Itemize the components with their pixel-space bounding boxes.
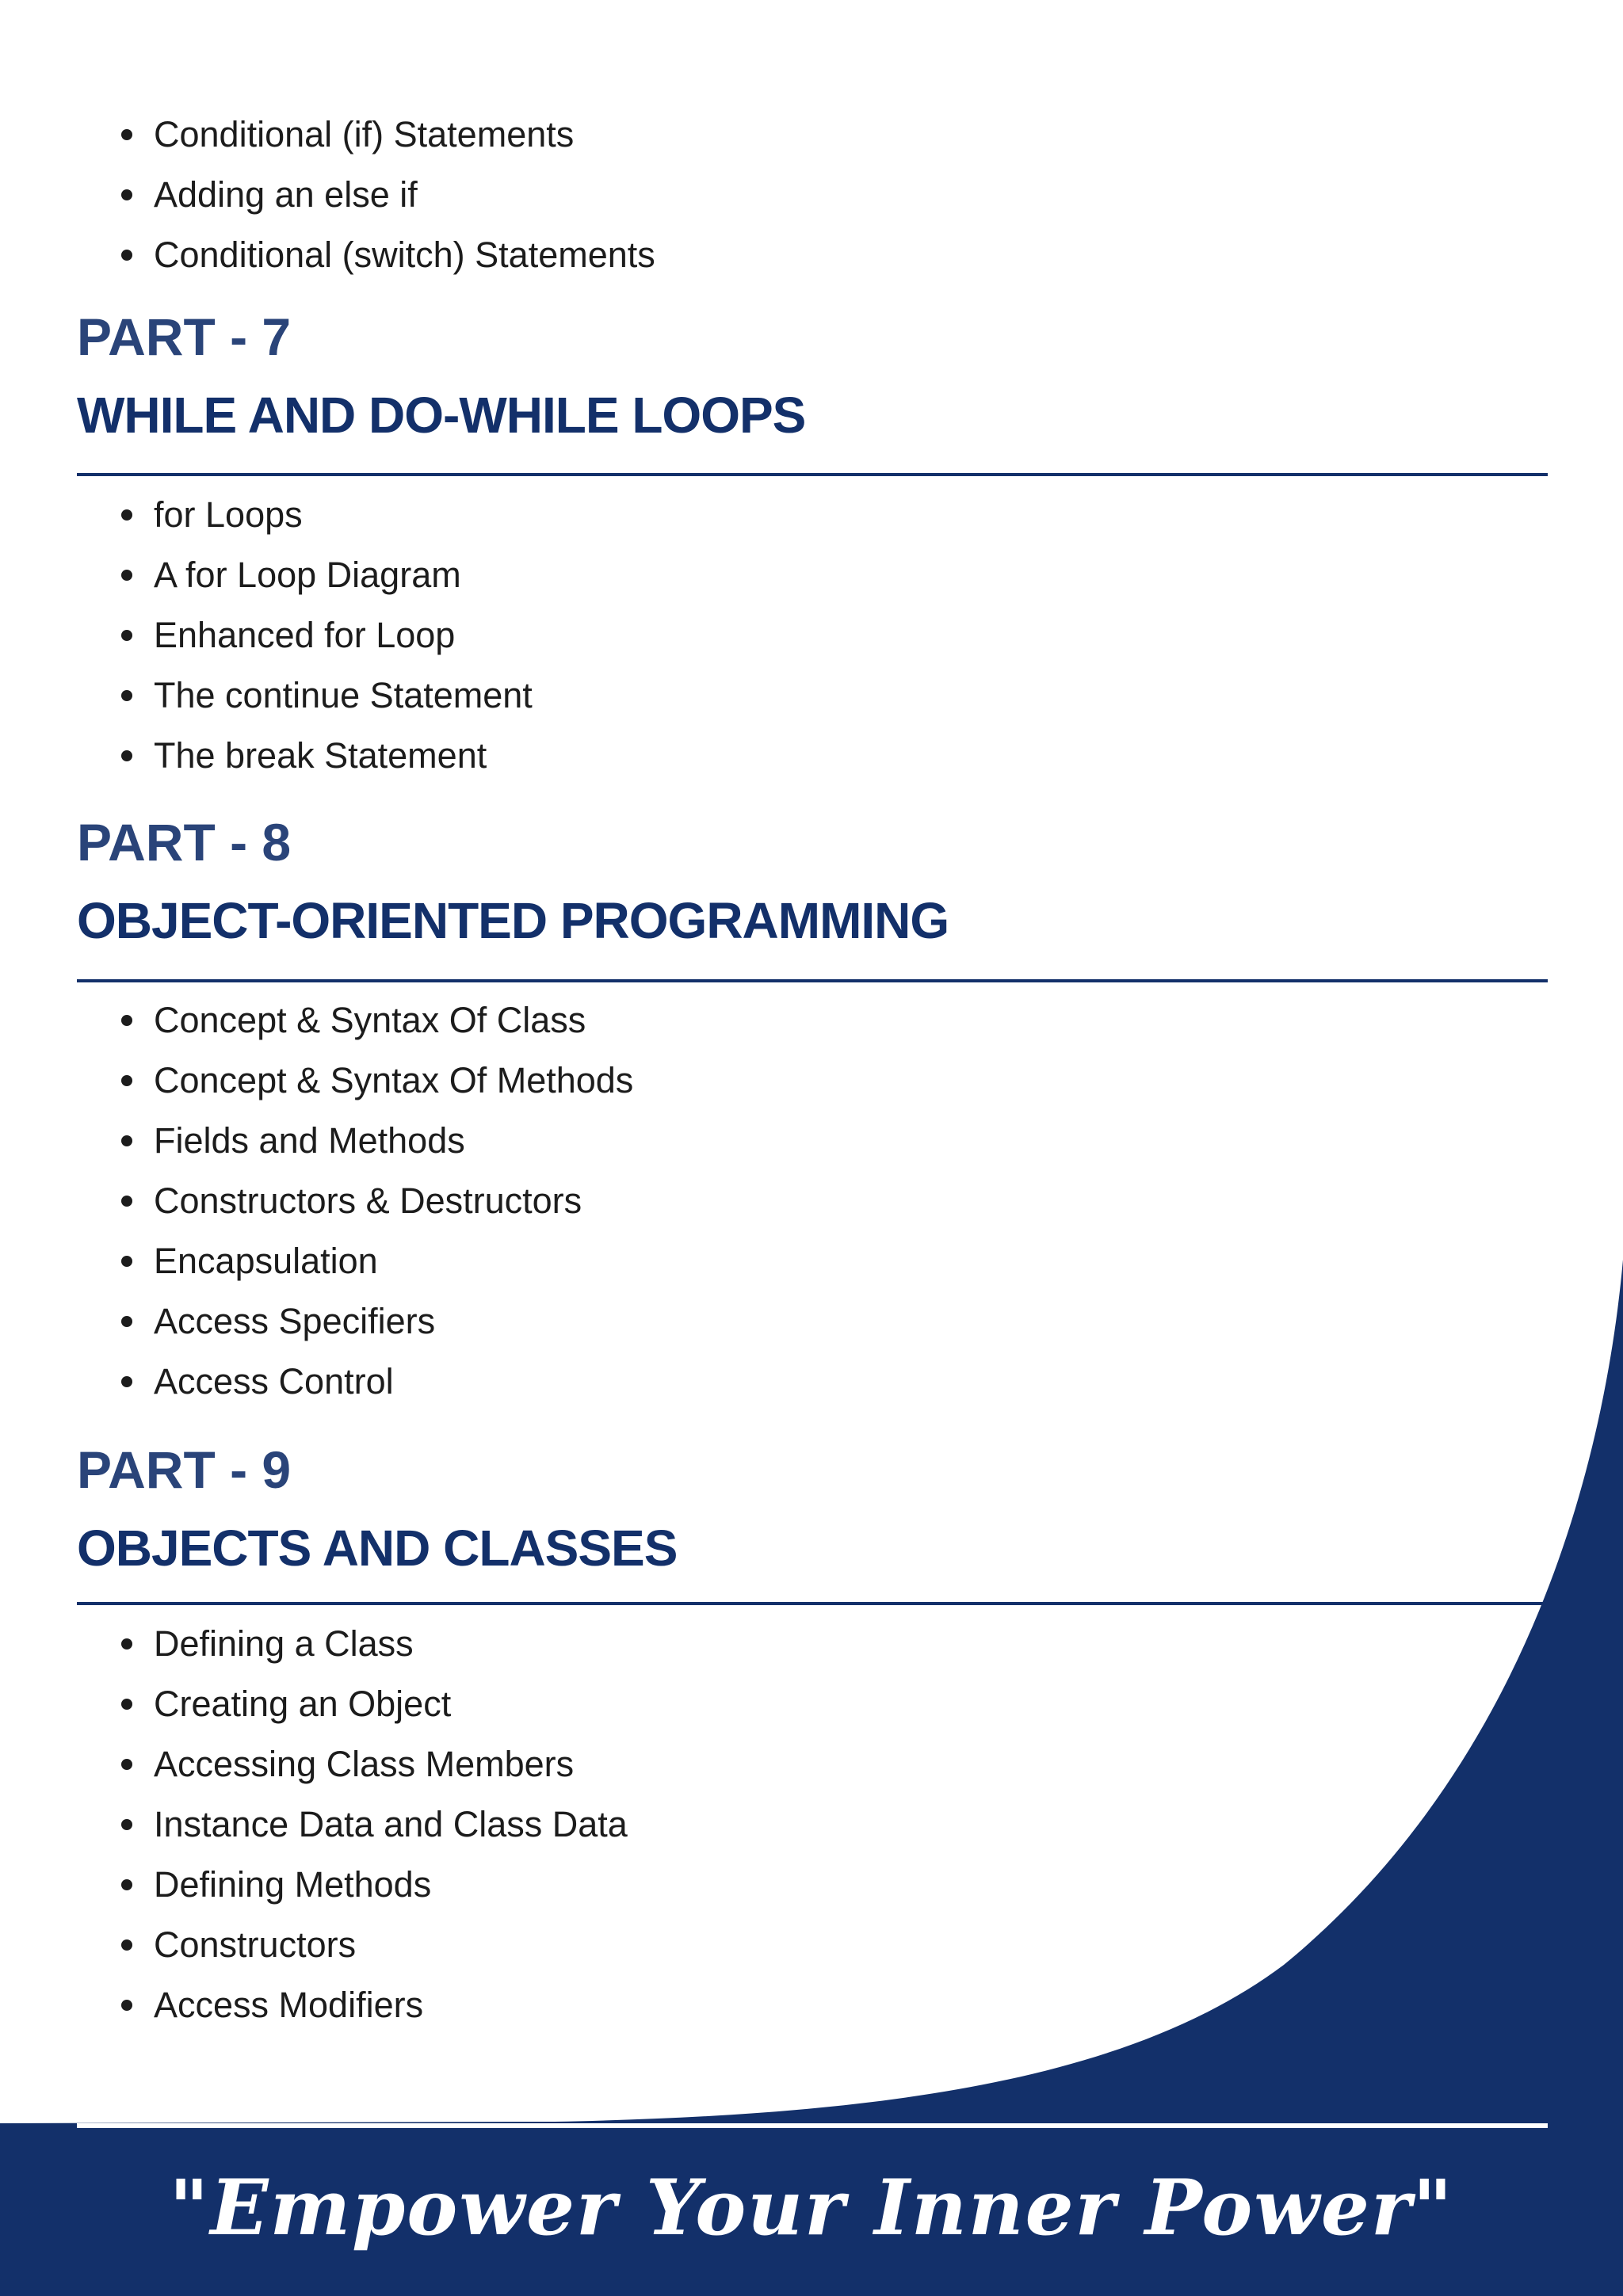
list-item [119, 1855, 628, 1915]
list-item [119, 1171, 633, 1231]
intro-bullet-list [119, 105, 655, 285]
bullet-icon [121, 1879, 132, 1890]
list-item [119, 165, 655, 225]
list-item-text: Enhanced for Loop [154, 615, 456, 655]
list-item-text: Constructors & Destructors [154, 1180, 582, 1221]
list-item [119, 990, 633, 1051]
part-9-label: PART - 9 [77, 1440, 292, 1499]
list-item-text: Defining Methods [154, 1864, 432, 1905]
list-item-text: Creating an Object [154, 1684, 452, 1724]
list-item [119, 225, 655, 285]
list-item [119, 605, 533, 666]
list-item-text: Concept & Syntax Of Methods [154, 1060, 634, 1100]
list-item-text: The break Statement [154, 735, 487, 776]
bullet-icon [121, 129, 132, 140]
list-item-text: Conditional (switch) Statements [154, 235, 655, 275]
bullet-icon [121, 1316, 132, 1327]
part-7-topic-list [119, 485, 533, 786]
list-item [119, 726, 533, 786]
list-item [119, 1975, 628, 2035]
bullet-icon [121, 1699, 132, 1710]
list-item-text: Defining a Class [154, 1623, 414, 1664]
list-item [119, 485, 533, 545]
footer-divider [77, 2123, 1548, 2128]
bullet-icon [121, 2000, 132, 2011]
part-8-topic-list [119, 990, 633, 1412]
bullet-icon [121, 1015, 132, 1026]
list-item [119, 1231, 633, 1291]
list-item-text: Encapsulation [154, 1241, 378, 1281]
bullet-icon [121, 690, 132, 701]
bullet-icon [121, 1819, 132, 1830]
bullet-icon [121, 1638, 132, 1650]
list-item [119, 105, 655, 165]
list-item-text: The continue Statement [154, 675, 533, 715]
list-item [119, 1915, 628, 1975]
part-8-label: PART - 8 [77, 813, 292, 871]
footer-tagline: "Empower Your Inner Power" [169, 2163, 1454, 2252]
bullet-icon [121, 1075, 132, 1086]
list-item-text: for Loops [154, 494, 303, 535]
list-item-text: A for Loop Diagram [154, 555, 461, 595]
list-item-text: Access Control [154, 1361, 394, 1402]
list-item [119, 1614, 628, 1674]
bullet-icon [121, 250, 132, 261]
part-7-divider [77, 473, 1548, 476]
part-7-label: PART - 7 [77, 307, 292, 366]
list-item-text: Constructors [154, 1924, 357, 1965]
list-item [119, 545, 533, 605]
bullet-icon [121, 1759, 132, 1770]
part-7-title: WHILE AND DO-WHILE LOOPS [77, 387, 806, 444]
bullet-icon [121, 189, 132, 200]
list-item-text: Concept & Syntax Of Class [154, 1000, 586, 1040]
list-item-text: Adding an else if [154, 174, 418, 215]
bullet-icon [121, 1135, 132, 1146]
bullet-icon [121, 1939, 132, 1951]
bullet-icon [121, 1196, 132, 1207]
bullet-icon [121, 630, 132, 641]
list-item-text: Instance Data and Class Data [154, 1804, 628, 1844]
list-item-text: Conditional (if) Statements [154, 114, 575, 154]
list-item [119, 1674, 628, 1734]
part-9-divider [77, 1602, 1548, 1605]
list-item [119, 1734, 628, 1794]
bullet-icon [121, 570, 132, 581]
part-9-topic-list [119, 1614, 628, 2035]
bullet-icon [121, 750, 132, 761]
list-item-text: Accessing Class Members [154, 1744, 575, 1784]
list-item [119, 1111, 633, 1171]
bullet-icon [121, 1376, 132, 1387]
list-item-text: Fields and Methods [154, 1120, 465, 1161]
list-item-text: Access Modifiers [154, 1985, 424, 2025]
part-8-title: OBJECT-ORIENTED PROGRAMMING [77, 892, 949, 949]
bullet-icon [121, 509, 132, 521]
part-9-title: OBJECTS AND CLASSES [77, 1520, 678, 1577]
bullet-icon [121, 1256, 132, 1267]
list-item [119, 666, 533, 726]
list-item [119, 1794, 628, 1855]
part-8-divider [77, 979, 1548, 982]
list-item [119, 1051, 633, 1111]
list-item-text: Access Specifiers [154, 1301, 436, 1341]
list-item [119, 1291, 633, 1352]
list-item [119, 1352, 633, 1412]
